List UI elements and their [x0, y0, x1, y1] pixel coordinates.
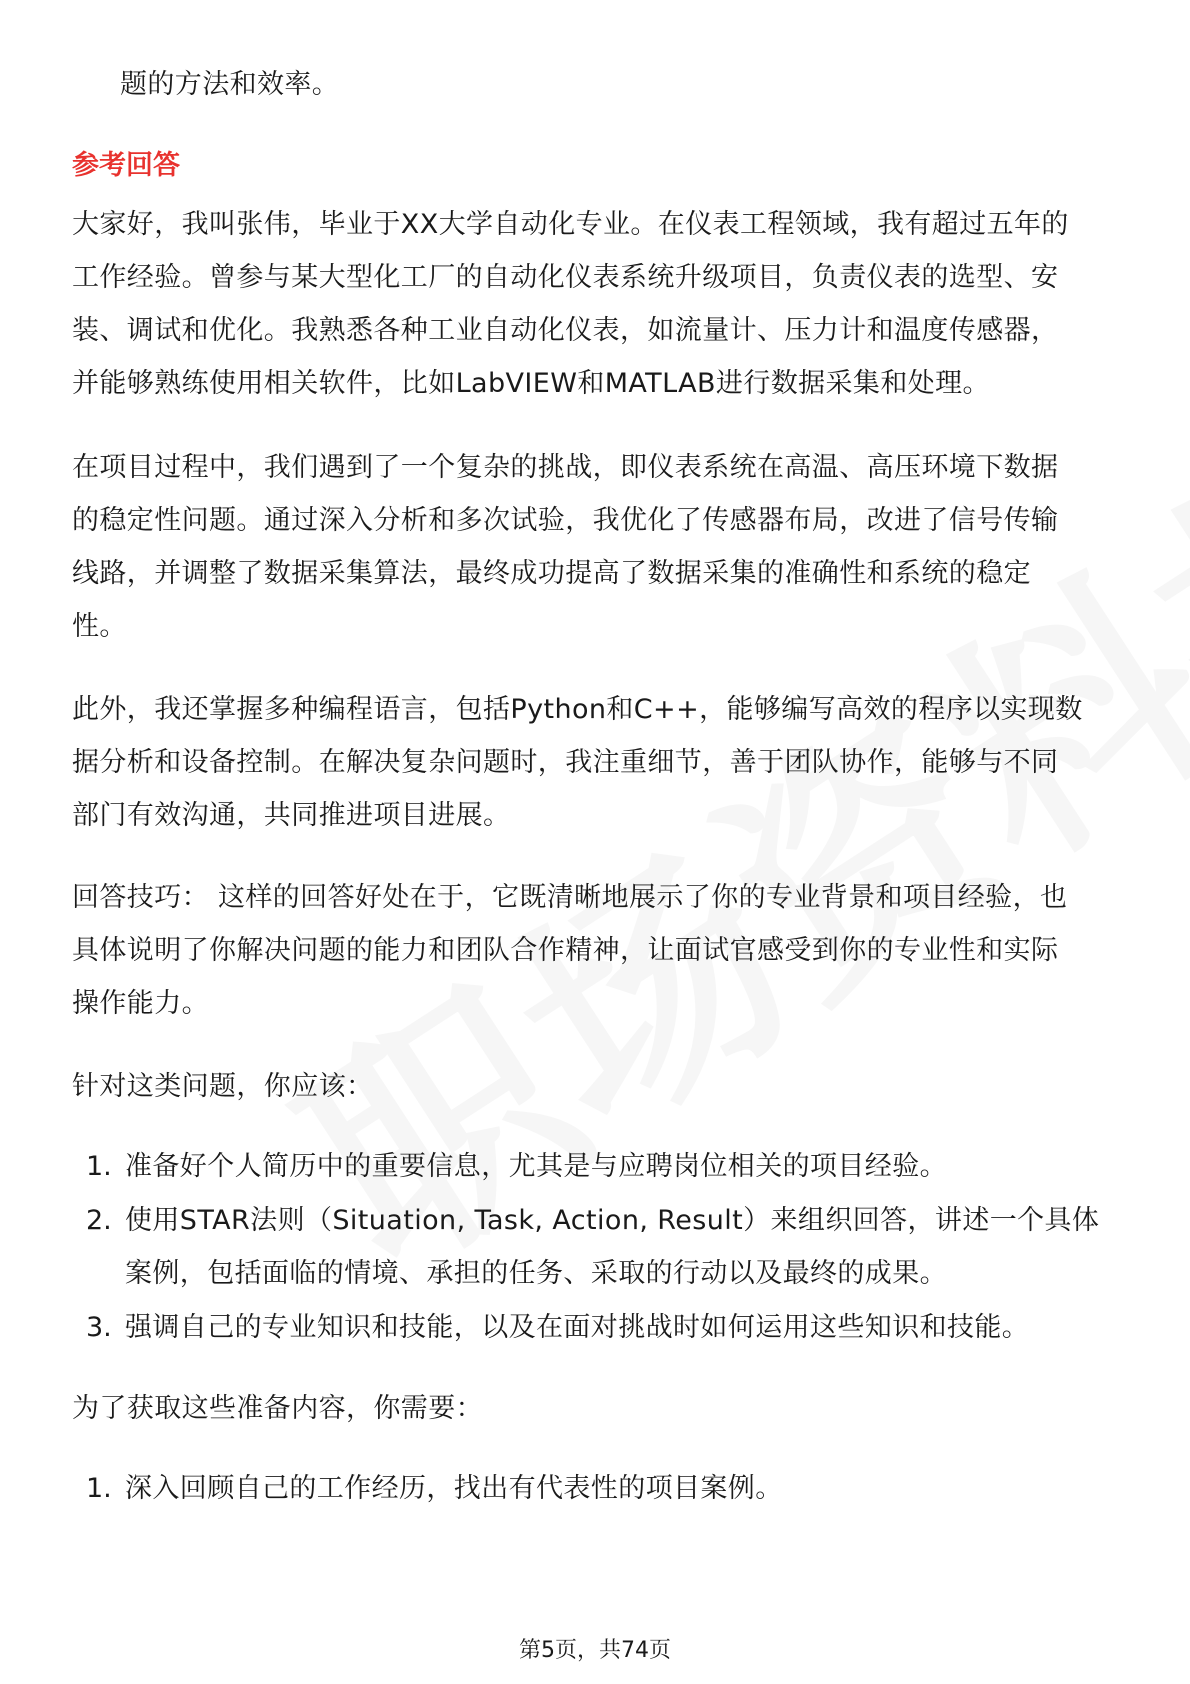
- paragraph-line: 线路，并调整了数据采集算法，最终成功提高了数据采集的准确性和系统的稳定: [72, 558, 1031, 589]
- list-item-text: 使用STAR法则（Situation, Task, Action, Result）来组织回答，讲述一个具体: [125, 1205, 1100, 1236]
- paragraph-line: 部门有效沟通，共同推进项目进展。: [72, 800, 511, 831]
- list-item-text: 强调自己的专业知识和技能，以及在面对挑战时如何运用这些知识和技能。: [125, 1312, 1030, 1343]
- paragraph-line: 具体说明了你解决问题的能力和团队合作精神，让面试官感受到你的专业性和实际: [72, 935, 1059, 966]
- paragraph-line: 回答技巧： 这样的回答好处在于，它既清晰地展示了你的专业背景和项目经验，也: [72, 882, 1068, 913]
- paragraph-line: 大家好，我叫张伟，毕业于XX大学自动化专业。在仪表工程领域，我有超过五年的: [72, 209, 1069, 240]
- list-intro: 为了获取这些准备内容，你需要：: [72, 1393, 483, 1424]
- page-number: 第5页，共74页: [519, 1638, 671, 1663]
- paragraph-line: 在项目过程中，我们遇到了一个复杂的挑战，即仪表系统在高温、高压环境下数据: [72, 452, 1059, 483]
- section-heading: 参考回答: [72, 150, 180, 181]
- paragraph-line: 操作能力。: [72, 988, 209, 1019]
- paragraph-line: 并能够熟练使用相关软件，比如LabVIEW和MATLAB进行数据采集和处理。: [72, 368, 990, 399]
- list-number: 1.: [86, 1151, 112, 1182]
- list-item-text: 案例，包括面临的情境、承担的任务、采取的行动以及最终的成果。: [125, 1258, 947, 1289]
- list-item-text: 准备好个人简历中的重要信息，尤其是与应聘岗位相关的项目经验。: [125, 1151, 947, 1182]
- list-intro: 针对这类问题，你应该：: [72, 1071, 374, 1102]
- list-number: 2.: [86, 1205, 112, 1236]
- list-number: 3.: [86, 1312, 112, 1343]
- paragraph-line: 此外，我还掌握多种编程语言，包括Python和C++，能够编写高效的程序以实现数: [72, 694, 1083, 725]
- watermark: [150, 560, 1050, 1120]
- paragraph-line: 工作经验。曾参与某大型化工厂的自动化仪表系统升级项目，负责仪表的选型、安: [72, 262, 1059, 293]
- list-number: 1.: [86, 1473, 112, 1504]
- list-item-text: 深入回顾自己的工作经历，找出有代表性的项目案例。: [125, 1473, 783, 1504]
- paragraph-line: 装、调试和优化。我熟悉各种工业自动化仪表，如流量计、压力计和温度传感器，: [72, 315, 1059, 346]
- continued-text-line: 题的方法和效率。: [120, 69, 340, 100]
- paragraph-line: 的稳定性问题。通过深入分析和多次试验，我优化了传感器布局，改进了信号传输: [72, 505, 1059, 536]
- paragraph-line: 性。: [72, 611, 127, 642]
- paragraph-line: 据分析和设备控制。在解决复杂问题时，我注重细节，善于团队协作，能够与不同: [72, 747, 1059, 778]
